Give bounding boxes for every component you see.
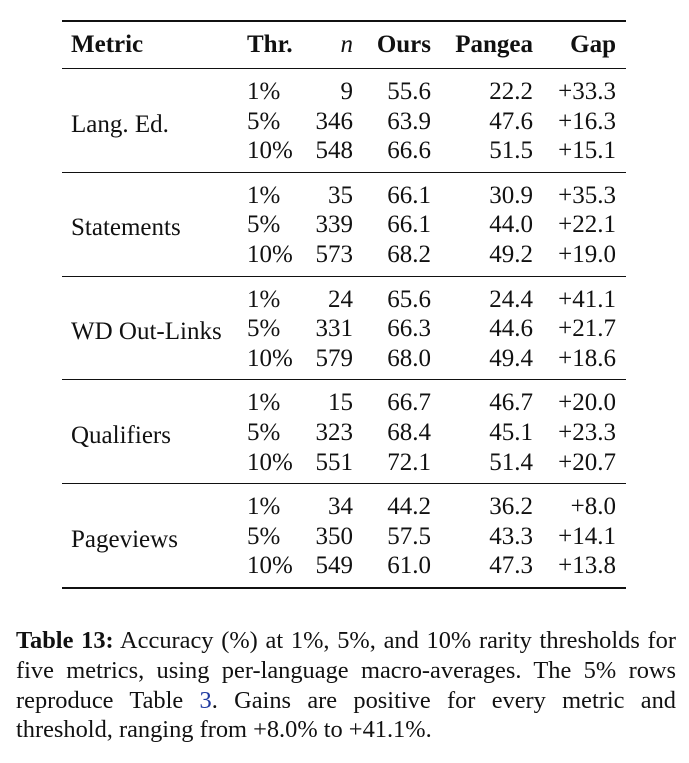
pangea-cell: 45.1 xyxy=(489,418,533,446)
table-row xyxy=(62,172,626,210)
header-pangea: Pangea xyxy=(455,31,533,58)
table-header xyxy=(62,21,626,69)
n-cell: 548 xyxy=(315,137,353,165)
pangea-cell: 44.6 xyxy=(489,315,533,343)
pangea-cell: 24.4 xyxy=(489,285,533,313)
n-cell: 346 xyxy=(315,107,353,135)
table-row xyxy=(62,380,626,418)
header-ours: Ours xyxy=(376,31,431,58)
n-cell: 551 xyxy=(315,448,353,476)
pangea-cell: 36.2 xyxy=(489,493,533,521)
gap-cell: +8.0 xyxy=(570,493,616,521)
ours-cell: 61.0 xyxy=(387,552,431,580)
threshold-cell: 1% xyxy=(247,181,281,209)
pangea-cell: 47.3 xyxy=(489,552,533,580)
n-cell: 9 xyxy=(340,78,353,105)
ours-cell: 55.6 xyxy=(387,78,431,105)
pangea-cell: 49.2 xyxy=(489,240,533,268)
header-gap: Gap xyxy=(570,31,616,58)
n-cell: 323 xyxy=(315,418,353,446)
ours-cell: 66.1 xyxy=(387,181,431,209)
pangea-cell: 51.4 xyxy=(489,448,533,476)
results-table-container xyxy=(62,20,626,589)
threshold-cell: 5% xyxy=(247,315,281,343)
gap-cell: +21.7 xyxy=(558,315,616,343)
gap-cell: +18.6 xyxy=(558,344,616,372)
n-cell: 579 xyxy=(315,344,353,372)
n-cell: 331 xyxy=(315,315,353,343)
n-cell: 15 xyxy=(328,389,353,417)
ours-cell: 66.1 xyxy=(387,211,431,239)
gap-cell: +33.3 xyxy=(558,78,616,105)
header-threshold: Thr. xyxy=(247,31,293,58)
table-row xyxy=(62,69,626,107)
ours-cell: 66.7 xyxy=(387,389,431,417)
ours-cell: 66.6 xyxy=(387,137,431,165)
gap-cell: +19.0 xyxy=(558,240,616,268)
gap-cell: +23.3 xyxy=(558,418,616,446)
n-cell: 35 xyxy=(328,181,353,209)
group-wd-out-links xyxy=(62,276,626,380)
group-pageviews xyxy=(62,484,626,588)
table-caption xyxy=(16,626,676,745)
threshold-cell: 10% xyxy=(247,552,293,580)
ours-cell: 63.9 xyxy=(387,107,431,135)
n-cell: 34 xyxy=(328,493,353,521)
results-table xyxy=(62,20,626,589)
gap-cell: +14.1 xyxy=(558,522,616,550)
threshold-cell: 10% xyxy=(247,448,293,476)
ours-cell: 57.5 xyxy=(387,522,431,550)
gap-cell: +41.1 xyxy=(558,285,616,313)
threshold-cell: 1% xyxy=(247,493,281,521)
ours-cell: 68.2 xyxy=(387,240,431,268)
threshold-cell: 5% xyxy=(247,211,281,239)
gap-cell: +13.8 xyxy=(558,552,616,580)
n-cell: 24 xyxy=(328,285,353,313)
pangea-cell: 43.3 xyxy=(489,522,533,550)
gap-cell: +20.0 xyxy=(558,389,616,417)
threshold-cell: 5% xyxy=(247,522,281,550)
ours-cell: 72.1 xyxy=(387,448,431,476)
metric-label: Qualifiers xyxy=(71,421,171,449)
threshold-cell: 10% xyxy=(247,240,293,268)
ours-cell: 66.3 xyxy=(387,315,431,343)
pangea-cell: 46.7 xyxy=(489,389,533,417)
metric-label: WD Out-Links xyxy=(71,318,222,346)
metric-label: Statements xyxy=(71,214,181,242)
ours-cell: 68.4 xyxy=(387,418,431,446)
threshold-cell: 1% xyxy=(247,389,281,417)
caption-label: Table 13: xyxy=(16,627,114,654)
group-lang-ed xyxy=(62,69,626,173)
header-row xyxy=(62,21,626,69)
pangea-cell: 44.0 xyxy=(489,211,533,239)
table-row xyxy=(62,276,626,314)
threshold-cell: 5% xyxy=(247,418,281,446)
threshold-cell: 1% xyxy=(247,285,281,313)
n-cell: 573 xyxy=(315,240,353,268)
caption-text-before-ref: Accuracy (%) at 1%, 5%, and 10% rarity thresholds for five metrics, using per-language macro-averages. The 5% rows reproduce Table xyxy=(16,627,676,714)
gap-cell: +15.1 xyxy=(558,137,616,165)
gap-cell: +20.7 xyxy=(558,448,616,476)
n-cell: 339 xyxy=(315,211,353,239)
group-qualifiers xyxy=(62,380,626,484)
table-reference-link[interactable]: 3 xyxy=(199,686,212,714)
gap-cell: +16.3 xyxy=(558,107,616,135)
n-cell: 549 xyxy=(315,552,353,580)
pangea-cell: 22.2 xyxy=(489,78,533,105)
threshold-cell: 10% xyxy=(247,344,293,372)
ours-cell: 68.0 xyxy=(387,344,431,372)
ours-cell: 65.6 xyxy=(387,285,431,313)
caption-text-after-ref: . Gains are positive for every metric and threshold, ranging from +8.0% to +41.1%. xyxy=(16,686,676,744)
pangea-cell: 51.5 xyxy=(489,137,533,165)
pangea-cell: 47.6 xyxy=(489,107,533,135)
threshold-cell: 10% xyxy=(247,137,293,165)
header-metric: Metric xyxy=(71,31,144,58)
gap-cell: +35.3 xyxy=(558,181,616,209)
n-cell: 350 xyxy=(315,522,353,550)
header-n: n xyxy=(340,31,353,58)
ours-cell: 44.2 xyxy=(387,493,431,521)
table-row xyxy=(62,484,626,522)
pangea-cell: 49.4 xyxy=(489,344,533,372)
metric-label: Pageviews xyxy=(71,525,178,553)
gap-cell: +22.1 xyxy=(558,211,616,239)
metric-label: Lang. Ed. xyxy=(71,110,169,138)
group-statements xyxy=(62,172,626,276)
pangea-cell: 30.9 xyxy=(489,181,533,209)
threshold-cell: 1% xyxy=(247,78,281,105)
threshold-cell: 5% xyxy=(247,107,281,135)
